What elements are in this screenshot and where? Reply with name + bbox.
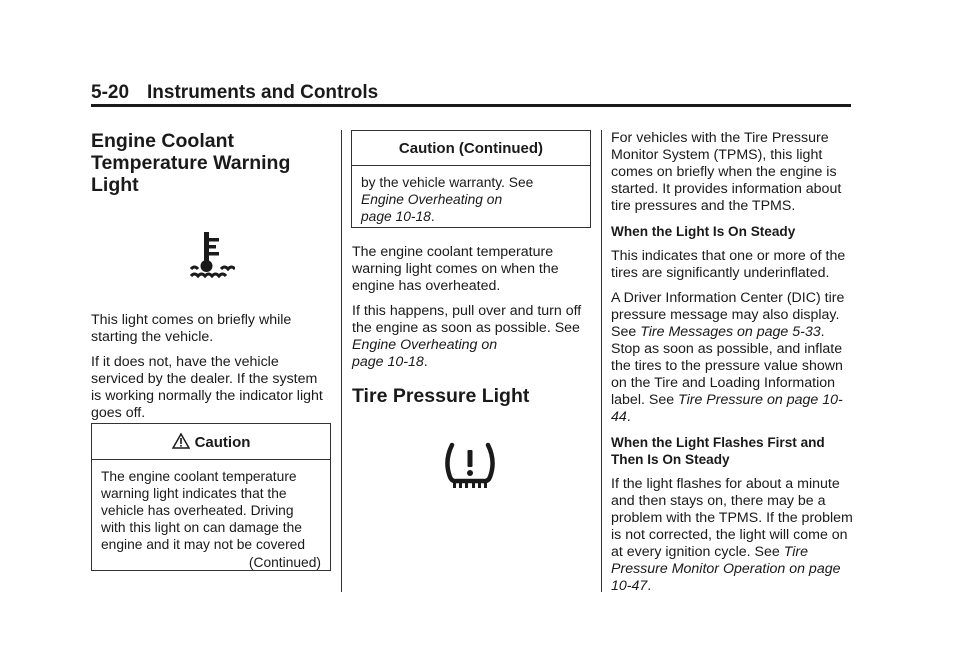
p4-body-end: . — [647, 578, 652, 594]
coolant-paragraph-2: If it does not, have the vehicle serviced by the dealer. If the system is working normally the indicator light goes off. — [91, 354, 323, 421]
coolant-paragraph-4 — [352, 303, 592, 371]
coolant-paragraph-3: The engine coolant temperature warning light comes on when the engine has overheated. — [352, 244, 559, 294]
caution-continued-body — [352, 166, 590, 231]
tpms-paragraph-2: This indicates that one or more of the tires are significantly underinflated. — [611, 248, 846, 281]
tpms-paragraph-3 — [611, 290, 857, 426]
caution-triangle-icon — [172, 433, 190, 449]
page-header — [91, 82, 378, 104]
section-title: Instruments and Controls — [147, 82, 379, 103]
column-2-body — [352, 244, 592, 407]
header-rule — [91, 104, 851, 107]
engine-overheating-link-4[interactable]: page 10-18 — [352, 354, 424, 370]
p3-end: . — [626, 409, 631, 425]
tire-pressure-heading: Tire Pressure Light — [352, 385, 530, 407]
p4-body: If the light flashes for about a minute and then stays on, there may be a problem with the TPMS. If the problem is not corrected, the light will come on at every ignition cycle. See — [611, 476, 853, 560]
tire-pressure-link[interactable]: Tire Pressure on page 10-44 — [611, 392, 843, 425]
caution-title — [92, 424, 330, 460]
column-1-body — [91, 312, 331, 430]
engine-coolant-temperature-icon — [189, 230, 235, 280]
caution-body — [92, 460, 330, 577]
tpms-paragraph-1: For vehicles with the Tire Pressure Monitor System (TPMS), this light comes on briefly when the engine is started. It provides information about tire pressures and the TPMS. — [611, 130, 842, 214]
engine-overheating-link-3[interactable]: Engine Overheating on — [352, 337, 498, 353]
column-divider-1 — [341, 130, 342, 592]
coolant-heading-line-2: Temperature Warning — [91, 152, 291, 174]
caution-continued-link-line-2[interactable] — [361, 208, 581, 225]
subheading-flashes: When the Light Flashes First and Then Is On Steady — [611, 435, 825, 467]
page-number: 5-20 — [91, 82, 130, 103]
caution-box — [91, 423, 331, 571]
caution-line-2: warning light indicates that the — [101, 486, 287, 501]
caution-line-4: with this light on can damage the — [101, 520, 302, 535]
engine-overheating-link-2[interactable]: page 10-18 — [361, 209, 431, 224]
tire-messages-link[interactable]: Tire Messages on page 5-33 — [640, 324, 821, 340]
caution-line-5: engine and it may not be covered — [101, 537, 306, 552]
column-3 — [611, 130, 857, 603]
tpms-operation-link[interactable]: Tire Pressure Monitor Operation on page 10-47 — [611, 544, 841, 594]
coolant-paragraph-1: This light comes on briefly while starting the vehicle. — [91, 312, 292, 345]
p3-mid: . Stop as soon as possible, and inflate the tires to the pressure value shown on the Tire and Loading Information label. See — [611, 324, 843, 408]
column-divider-2 — [601, 130, 602, 592]
caution-line-1: The engine coolant temperature — [101, 469, 297, 484]
p3-text: A Driver Information Center (DIC) tire pressure message may also display. See — [611, 290, 845, 340]
coolant-heading — [91, 130, 329, 196]
column-1 — [91, 130, 329, 196]
coolant-heading-line-3: Light — [91, 174, 139, 196]
caution-continued-link[interactable] — [361, 191, 581, 208]
subheading-on-steady: When the Light Is On Steady — [611, 224, 796, 239]
tpms-paragraph-4 — [611, 476, 857, 595]
p4-text: If this happens, pull over and turn off the engine as soon as possible. See — [352, 303, 582, 336]
coolant-heading-line-1: Engine Coolant — [91, 130, 234, 152]
caution-continued: (Continued) — [248, 555, 321, 570]
caution-continued-line-1: by the vehicle warranty. See — [361, 175, 534, 190]
caution-continued-title: Caution (Continued) — [352, 131, 590, 166]
caution-continued-box — [351, 130, 591, 228]
caution-title-text: Caution — [194, 434, 251, 451]
caution-line-3: vehicle has overheated. Driving — [101, 503, 294, 518]
caution-continued-period: . — [430, 209, 435, 224]
engine-overheating-link-1[interactable]: Engine Overheating on — [361, 192, 503, 207]
tire-pressure-warning-icon — [442, 439, 498, 489]
p4-end: . — [423, 354, 428, 370]
